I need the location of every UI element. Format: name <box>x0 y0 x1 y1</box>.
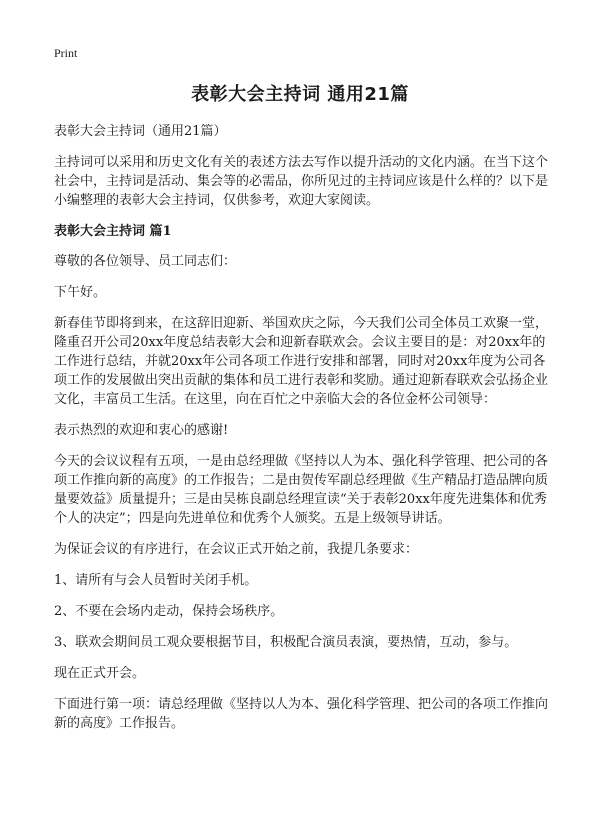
welcome-paragraph: 表示热烈的欢迎和衷心的感谢! <box>54 423 229 438</box>
opening-paragraph: 新春佳节即将到来，在这辞旧迎新、举国欢庆之际，今天我们公司全体员工欢聚一堂，隆重召开公司20xx年度总结表彰大会和迎新春联欢会。会议主要目的是：对20xx年的工作进行总结，并就20xx年公司各项工作进行安排和部署，同时对20xx年度为公司各项工作的发展做出突出贡献的集体和员工进行表彰和奖励。通过迎新春联欢会弘扬企业文化，丰富员工生活。在这里，向在百忙之中亲临大会的各位金杯公司领导： <box>54 316 549 407</box>
meeting-start-paragraph: 现在正式开会。 <box>54 666 146 681</box>
requirement-item: 3、联欢会期间员工观众要根据节目，积极配合演员表演，要热情，互动，参与。 <box>54 635 518 650</box>
requirement-item: 1、请所有与会人员暂时关闭手机。 <box>54 573 258 588</box>
document-subtitle: 表彰大会主持词（通用21篇） <box>54 124 227 139</box>
document-body <box>54 122 550 745</box>
agenda-paragraph: 今天的会议议程有五项，一是由总经理做《坚持以人为本、强化科学管理、把公司的各项工作推向新的高度》的工作报告；二是由贺传军副总经理做《生产精品打造品牌向质量要效益》质量提升；三是由吴栋良副总经理宣读“关于表彰20xx年度先进集体和优秀个人的决定”；四是向先进单位和优秀个人颁奖。五是上级领导讲话。 <box>54 454 549 526</box>
salutation-paragraph: 尊敬的各位领导、员工同志们： <box>54 254 237 269</box>
section-heading: 表彰大会主持词 篇1 <box>54 224 172 239</box>
intro-paragraph: 主持词可以采用和历史文化有关的表述方法去写作以提升活动的文化内涵。在当下这个社会中，主持词是活动、集会等的必需品，你所见过的主持词应该是什么样的？以下是小编整理的表彰大会主持词，仅供参考，欢迎大家阅读。 <box>54 155 549 208</box>
first-item-paragraph: 下面进行第一项：请总经理做《坚持以人为本、强化科学管理、把公司的各项工作推向新的高度》工作报告。 <box>54 697 549 731</box>
greeting-paragraph: 下午好。 <box>54 285 107 300</box>
print-link[interactable]: Print <box>54 46 78 60</box>
page-title: 表彰大会主持词 通用21篇 <box>191 84 409 105</box>
requirement-item: 2、不要在会场内走动，保持会场秩序。 <box>54 604 284 619</box>
requirements-intro-paragraph: 为保证会议的有序进行，在会议正式开始之前，我提几条要求： <box>54 542 419 557</box>
